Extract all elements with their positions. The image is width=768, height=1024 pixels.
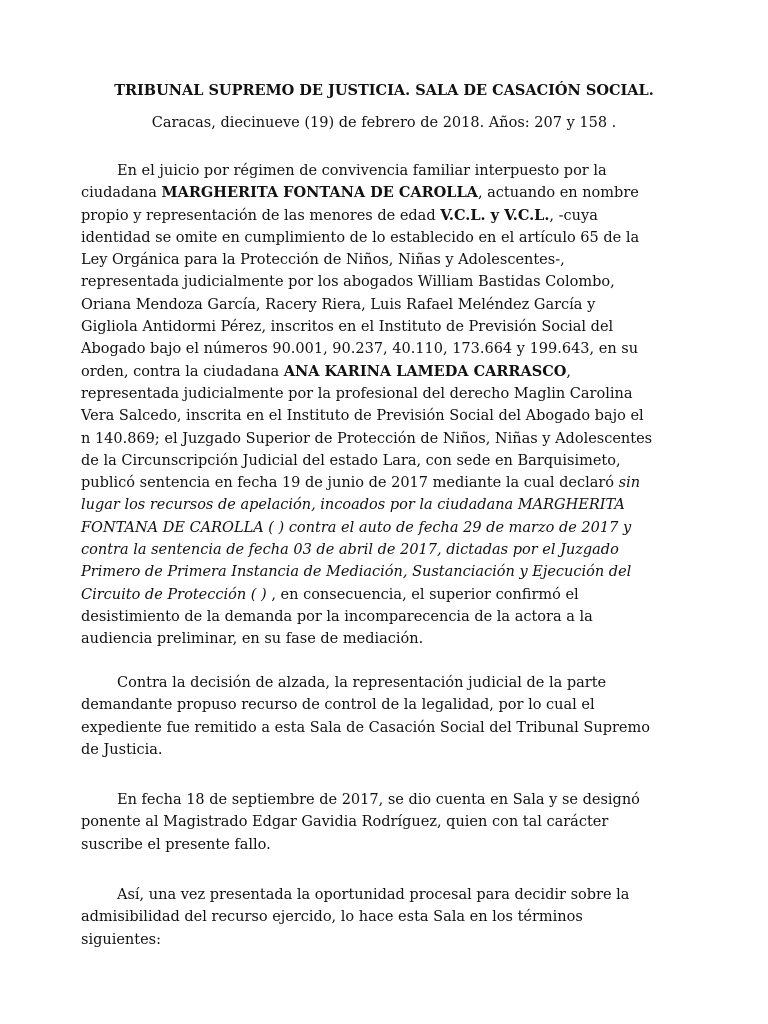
paragraph-line: demandante propuso recurso de control de la legalidad, por lo cual el: [81, 697, 595, 714]
paragraph-line: Contra la decisión de alzada, la representación judicial de la parte: [117, 675, 607, 691]
paragraph-line: representada judicialmente por los abogados William Bastidas Colombo,: [81, 274, 615, 291]
paragraph-1: [81, 160, 691, 651]
paragraph-3: [81, 789, 691, 856]
court-title: TRIBUNAL SUPREMO DE JUSTICIA. SALA DE CASACIÓN SOCIAL.: [114, 82, 654, 99]
text-run: , en consecuencia, el superior confirmó el: [266, 586, 579, 603]
paragraph-line: Abogado bajo el números 90.001, 90.237, 40.110, 173.664 y 199.643, en su: [81, 341, 639, 358]
italic-run: Primero de Primera Instancia de Mediación, Sustanciación y Ejecución del: [81, 564, 632, 581]
paragraph-line: Gigliola Antidormi Pérez, inscritos en el Instituto de Previsión Social del: [81, 319, 614, 336]
text-run: , actuando en nombre: [477, 185, 639, 202]
paragraph-line: Vera Salcedo, inscrita en el Instituto de Previsión Social del Abogado bajo el: [81, 408, 644, 425]
paragraph-2: [81, 672, 691, 761]
minors-initials-bold: V.C.L. y V.C.L.: [440, 206, 550, 224]
text-run: , -cuya: [549, 207, 598, 224]
paragraph-line: [81, 361, 691, 383]
paragraph-line: En el juicio por régimen de convivencia familiar interpuesto por la: [117, 163, 607, 179]
paragraph-line: Oriana Mendoza García, Racery Riera, Luis Rafael Meléndez García y: [81, 296, 596, 313]
paragraph-line: Así, una vez presentada la oportunidad procesal para decidir sobre la: [117, 887, 630, 903]
paragraph-line: admisibilidad del recurso ejercido, lo hace esta Sala en los términos: [81, 909, 583, 926]
italic-run: lugar los recursos de apelación, incoados por la ciudadana MARGHERITA: [81, 497, 625, 514]
paragraph-line: [81, 472, 691, 494]
paragraph-line: [81, 539, 691, 561]
paragraph-line: [81, 561, 691, 583]
date-line: Caracas, diecinueve (19) de febrero de 2018. Años: 207 y 158 .: [151, 115, 617, 131]
paragraph-line: [81, 182, 691, 204]
paragraph-line: suscribe el presente fallo.: [81, 836, 271, 853]
italic-run: contra la sentencia de fecha 03 de abril de 2017, dictadas por el Juzgado: [81, 542, 619, 559]
italic-run: Circuito de Protección ( ): [81, 586, 267, 603]
paragraph-line: expediente fue remitido a esta Sala de Casación Social del Tribunal Supremo: [81, 719, 650, 736]
text-run: ciudadana: [81, 185, 162, 202]
text-run: orden, contra la ciudadana: [81, 363, 284, 380]
paragraph-line: [81, 205, 691, 227]
text-run: propio y representación de las menores de edad: [81, 207, 441, 224]
paragraph-line: Ley Orgánica para la Protección de Niños, Niñas y Adolescentes-,: [81, 252, 565, 269]
text-run: ,: [566, 363, 571, 380]
paragraph-line: [81, 584, 691, 606]
italic-run: sin: [618, 475, 641, 492]
italic-run: FONTANA DE CAROLLA ( ) contra el auto de fecha 29 de marzo de 2017 y: [81, 519, 632, 536]
paragraph-line: En fecha 18 de septiembre de 2017, se dio cuenta en Sala y se designó: [117, 792, 640, 808]
party-name-bold: MARGHERITA FONTANA DE CAROLLA: [161, 184, 478, 202]
paragraph-line: [81, 494, 691, 516]
party-name-bold: ANA KARINA LAMEDA CARRASCO: [283, 362, 567, 380]
paragraph-line: audiencia preliminar, en su fase de mediación.: [81, 631, 424, 648]
paragraph-4: [81, 884, 691, 951]
paragraph-line: representada judicialmente por la profesional del derecho Maglin Carolina: [81, 385, 633, 402]
paragraph-line: siguientes:: [81, 931, 161, 948]
paragraph-line: n 140.869; el Juzgado Superior de Protección de Niños, Niñas y Adolescentes: [81, 430, 653, 447]
text-run: publicó sentencia en fecha 19 de junio de 2017 mediante la cual declaró: [81, 475, 619, 492]
paragraph-line: desistimiento de la demanda por la incomparecencia de la actora a la: [81, 608, 593, 625]
paragraph-line: de la Circunscripción Judicial del estado Lara, con sede en Barquisimeto,: [81, 452, 621, 469]
paragraph-line: [81, 517, 691, 539]
paragraph-line: identidad se omite en cumplimiento de lo establecido en el artículo 65 de la: [81, 229, 640, 246]
paragraph-line: de Justicia.: [81, 741, 163, 758]
paragraph-line: ponente al Magistrado Edgar Gavidia Rodríguez, quien con tal carácter: [81, 814, 609, 831]
